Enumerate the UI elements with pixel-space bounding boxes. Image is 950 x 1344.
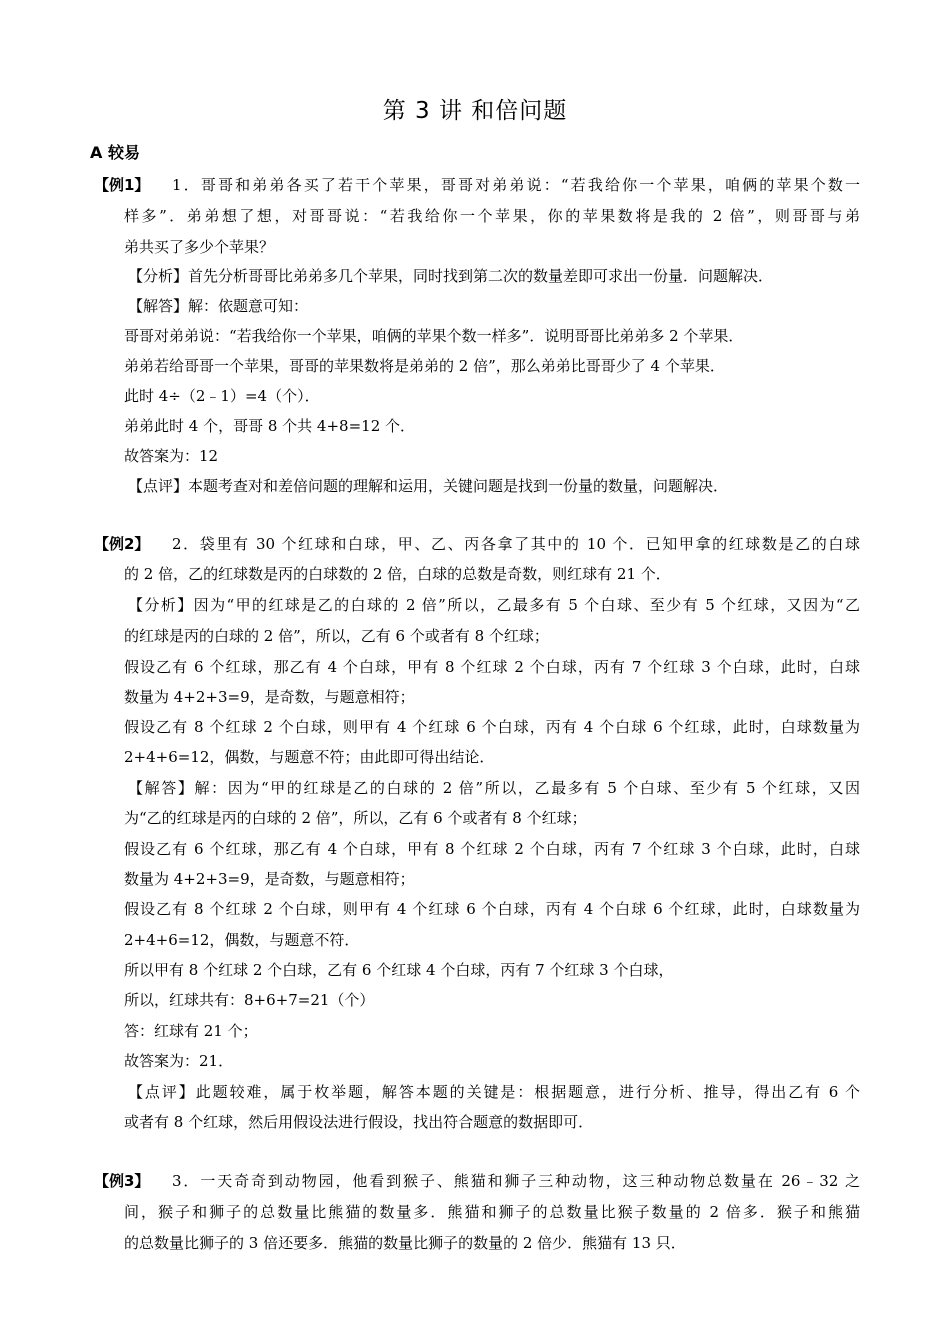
example-1-answer-line: 弟弟若给哥哥一个苹果，哥哥的苹果数将是弟弟的 2 倍”，那么弟弟比哥哥少了 4 个苹果． [124,357,725,375]
example-2-analysis-line: 的红球是丙的白球的 2 倍”，所以，乙有 6 个或者有 8 个红球； [124,627,549,645]
example-2-answer-line: 假设乙有 6 个红球，那乙有 4 个白球，甲有 8 个红球 2 个白球，丙有 7 个红球 3 个白球，此时，白球 [124,840,860,858]
example-1-label: 【例1】 [94,176,150,194]
section-heading: A 较易 [90,143,140,162]
example-1-final-answer: 故答案为：12 [124,447,219,465]
example-2-analysis-line: 数量为 4+2+3=9，是奇数，与题意相符； [124,688,415,706]
example-3-question-line: 的总数量比狮子的 3 倍还要多．熊猫的数量比狮子的数量的 2 倍少．熊猫有 13 只． [124,1234,686,1252]
example-2-final-answer: 故答案为：21． [124,1052,234,1070]
example-2-answer-line: 假设乙有 8 个红球 2 个白球，则甲有 4 个红球 6 个白球，丙有 4 个白球 6 个红球，此时，白球数量为 [124,900,860,918]
example-2-answer-line: 答：红球有 21 个； [124,1022,258,1040]
example-2-comment-line: 或者有 8 个红球，然后用假设法进行假设，找出符合题意的数据即可． [124,1113,594,1131]
example-2-question-line: 的 2 倍，乙的红球数是丙的白球数的 2 倍，白球的总数是奇数，则红球有 21 个． [124,565,671,583]
example-2-label: 【例2】 [94,535,150,553]
example-3-question-line: 3．一天奇奇到动物园，他看到猴子、熊猫和狮子三种动物，这三种动物总数量在 26﹣32 之 [172,1172,860,1190]
example-1-question-line: 样多”．弟弟想了想，对哥哥说：“若我给你一个苹果，你的苹果数将是我的 2 倍”，则哥哥与弟 [124,207,860,225]
example-2-analysis-line: 2+4+6=12，偶数，与题意不符；由此即可得出结论． [124,748,495,766]
example-2-question-line: 2．袋里有 30 个红球和白球，甲、乙、丙各拿了其中的 10 个．已知甲拿的红球数是乙的白球 [172,535,860,553]
example-1-answer-heading: 【解答】解：依题意可知： [128,297,309,315]
example-3-label: 【例3】 [94,1172,150,1190]
example-2-answer-line: 2+4+6=12，偶数，与题意不符． [124,931,360,949]
example-2-answer-line: 所以甲有 8 个红球 2 个白球，乙有 6 个红球 4 个白球，丙有 7 个红球 3 个白球， [124,961,674,979]
example-1-answer-line: 此时 4÷（2﹣1）=4（个）． [124,387,320,405]
example-1-answer-line: 弟弟此时 4 个，哥哥 8 个共 4+8=12 个． [124,417,416,435]
example-1-question-line: 弟共买了多少个苹果？ [124,238,275,256]
example-1-analysis: 【分析】首先分析哥哥比弟弟多几个苹果，同时找到第二次的数量差即可求出一份量．问题解决． [128,267,774,285]
example-2-answer-line: 所以，红球共有：8+6+7=21（个） [124,991,375,1009]
example-2-analysis: 【分析】因为“甲的红球是乙的白球的 2 倍”所以，乙最多有 5 个白球、至少有 5 个红球，又因为“乙 [128,596,860,614]
example-2-answer-heading: 【解答】解：因为“甲的红球是乙的白球的 2 倍”所以，乙最多有 5 个白球、至少有 5 个红球，又因 [128,779,860,797]
example-2-comment: 【点评】此题较难，属于枚举题，解答本题的关键是：根据题意，进行分析、推导，得出乙有 6 个 [128,1083,860,1101]
example-2-answer-line: 为“乙的红球是丙的白球的 2 倍”，所以，乙有 6 个或者有 8 个红球； [124,809,587,827]
example-1-comment: 【点评】本题考查对和差倍问题的理解和运用，关键问题是找到一份量的数量，问题解决． [128,477,729,495]
page-title: 第 3 讲 和倍问题 [382,98,568,124]
example-1-question-line: 1．哥哥和弟弟各买了若干个苹果，哥哥对弟弟说：“若我给你一个苹果，咱俩的苹果个数一 [172,176,860,194]
example-3-question-line: 间，猴子和狮子的总数量比熊猫的数量多．熊猫和狮子的总数量比猴子数量的 2 倍多．猴子和熊猫 [124,1203,860,1221]
example-2-analysis-line: 假设乙有 8 个红球 2 个白球，则甲有 4 个红球 6 个白球，丙有 4 个白球 6 个红球，此时，白球数量为 [124,718,860,736]
example-1-answer-line: 哥哥对弟弟说：“若我给你一个苹果，咱俩的苹果个数一样多”．说明哥哥比弟弟多 2 个苹果． [124,327,744,345]
example-2-answer-line: 数量为 4+2+3=9，是奇数，与题意相符； [124,870,415,888]
example-2-analysis-line: 假设乙有 6 个红球，那乙有 4 个白球，甲有 8 个红球 2 个白球，丙有 7 个红球 3 个白球，此时，白球 [124,658,860,676]
